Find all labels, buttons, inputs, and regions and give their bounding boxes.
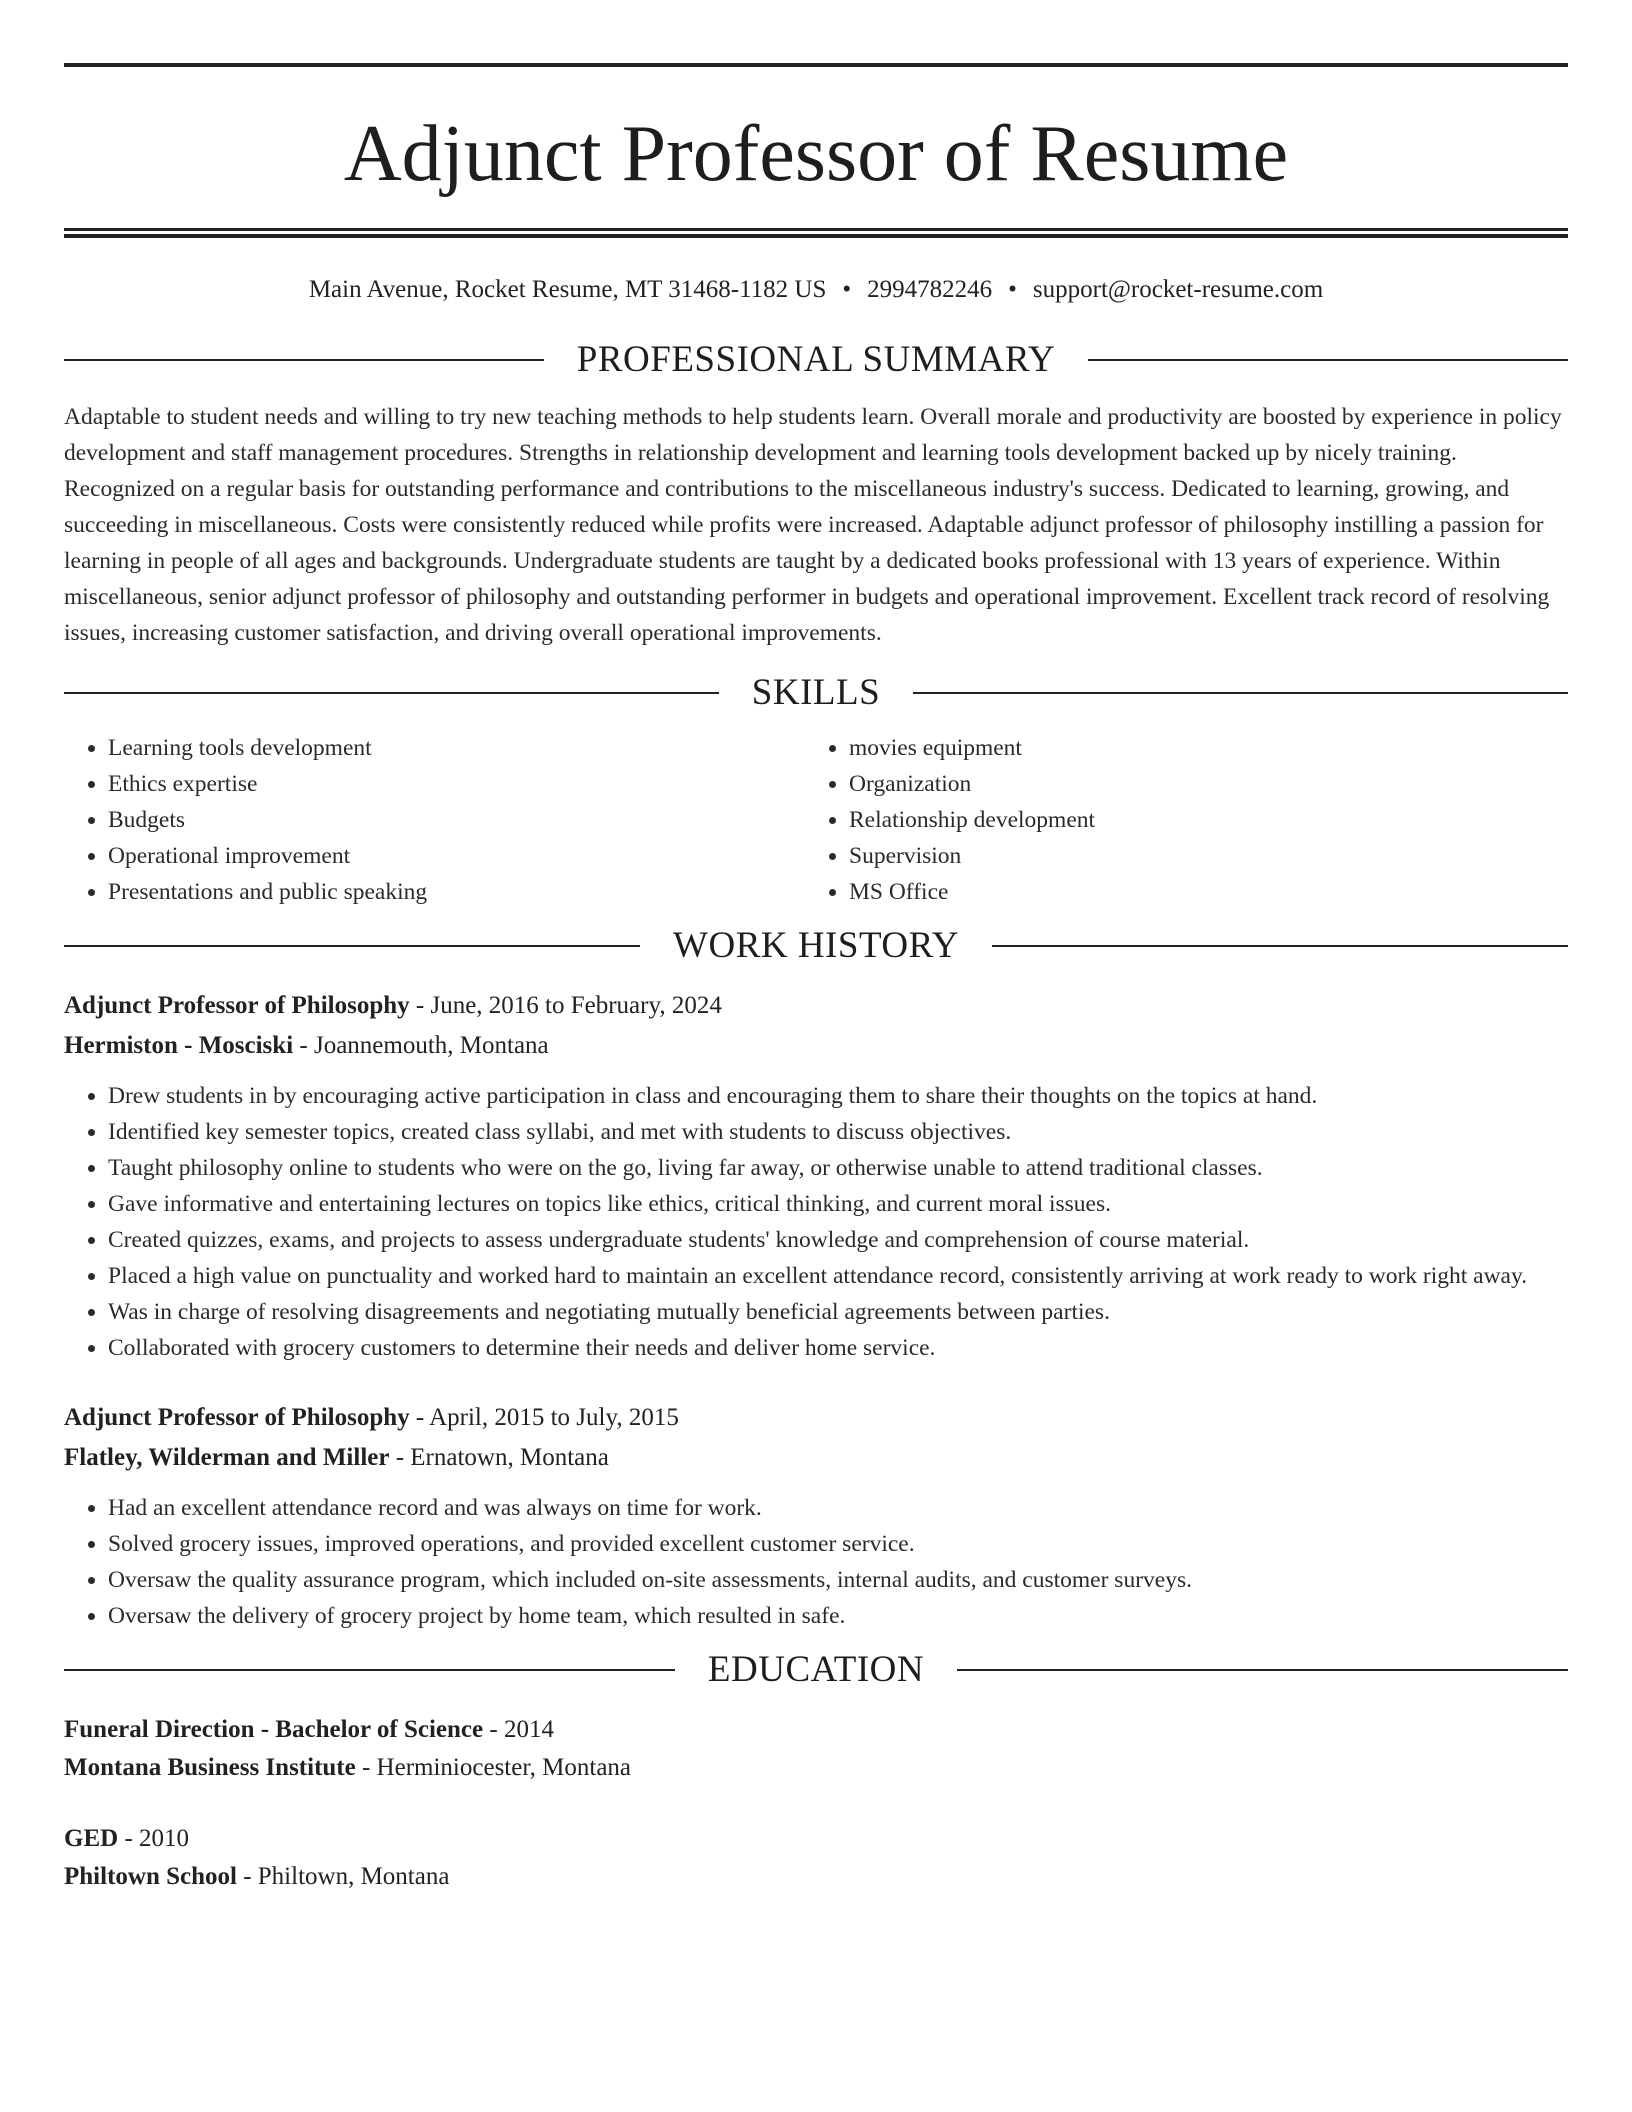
- resume-title: Adjunct Professor of Resume: [343, 110, 1289, 198]
- education-school: Montana Business Institute: [64, 1754, 356, 1781]
- education-year: - 2010: [118, 1825, 190, 1852]
- job-company-line: [64, 1438, 1568, 1478]
- heading-rule-right: [992, 945, 1568, 947]
- skills-list: [64, 730, 1568, 910]
- job-title: Adjunct Professor of Philosophy: [64, 992, 410, 1019]
- education-degree-line: [64, 1711, 1568, 1749]
- skills-column-right: [805, 730, 1568, 910]
- work-heading: WORK HISTORY: [673, 925, 959, 966]
- skill-item: • Supervision: [849, 838, 1568, 874]
- skills-heading: SKILLS: [751, 672, 881, 713]
- job-title-line: [64, 986, 1568, 1026]
- contact-separator: •: [842, 276, 852, 303]
- top-rule: [64, 63, 1568, 67]
- education-entry: [64, 1711, 1568, 1787]
- job-entry: [64, 986, 1568, 1366]
- job-dates: - June, 2016 to February, 2024: [409, 992, 722, 1019]
- education-location: - Philtown, Montana: [236, 1863, 450, 1890]
- work-section-heading: [64, 924, 1568, 968]
- job-entry: [64, 1398, 1568, 1634]
- heading-rule-right: [1088, 359, 1568, 361]
- job-bullet: • Drew students in by encouraging active participation in class and encouraging them to share their thoughts on the topics at hand.: [108, 1078, 1568, 1114]
- job-bullet: • Solved grocery issues, improved operations, and provided excellent customer service.: [108, 1526, 1568, 1562]
- job-bullets: [64, 1078, 1568, 1366]
- summary-text: Adaptable to student needs and willing to try new teaching methods to help students learn. Overall morale and productivity are boosted by experience in policy development and staff management procedures. Strengths in relationship development and learning tools development backed up by nicely training. Recognized on a regular basis for outstanding performance and contributions to the miscellaneous industry's success. Dedicated to learning, growing, and succeeding in miscellaneous. Costs were consistently reduced while profits were increased. Adaptable adjunct professor of philosophy instilling a passion for learning in people of all ages and backgrounds. Undergraduate students are taught by a dedicated books professional with 13 years of experience. Within miscellaneous, senior adjunct professor of philosophy and outstanding performer in budgets and operational improvement. Excellent track record of resolving issues, increasing customer satisfaction, and driving overall operational improvements.: [64, 404, 1562, 646]
- job-bullet: • Placed a high value on punctuality and worked hard to maintain an excellent attendance record, consistently arriving at work ready to work right away.: [108, 1258, 1568, 1294]
- contact-phone[interactable]: 2994782246: [867, 276, 993, 303]
- education-degree: GED: [64, 1825, 119, 1852]
- education-entry: [64, 1820, 1568, 1896]
- skill-item: • Organization: [849, 766, 1568, 802]
- education-school-line: [64, 1749, 1568, 1787]
- summary-heading: PROFESSIONAL SUMMARY: [576, 339, 1056, 380]
- education-year: - 2014: [483, 1716, 554, 1743]
- heading-rule-left: [64, 945, 640, 947]
- education-location: - Herminiocester, Montana: [355, 1754, 632, 1781]
- contact-separator: •: [1008, 276, 1017, 303]
- job-company: Hermiston - Mosciski: [64, 1032, 294, 1059]
- contact-email[interactable]: support@rocket-resume.com: [1032, 276, 1324, 303]
- job-bullet: • Collaborated with grocery customers to determine their needs and deliver home service.: [108, 1330, 1568, 1366]
- job-bullet: • Created quizzes, exams, and projects to assess undergraduate students' knowledge and comprehension of course material.: [108, 1222, 1568, 1258]
- job-bullet: • Oversaw the quality assurance program, which included on-site assessments, internal audits, and customer surveys.: [108, 1562, 1568, 1598]
- education-degree: Funeral Direction - Bachelor of Science: [64, 1716, 484, 1743]
- heading-rule-left: [64, 359, 544, 361]
- job-title: Adjunct Professor of Philosophy: [64, 1404, 410, 1431]
- skill-item: • Learning tools development: [108, 730, 805, 766]
- heading-rule-left: [64, 1669, 675, 1671]
- skill-item: • Presentations and public speaking: [108, 874, 805, 910]
- job-bullet: • Gave informative and entertaining lectures on topics like ethics, critical thinking, and current moral issues.: [108, 1186, 1568, 1222]
- job-company: Flatley, Wilderman and Miller: [64, 1444, 390, 1471]
- job-dates: - April, 2015 to July, 2015: [409, 1404, 679, 1431]
- education-school: Philtown School: [64, 1863, 237, 1890]
- job-location: - Joannemouth, Montana: [293, 1032, 549, 1059]
- skills-column-left: [64, 730, 805, 910]
- skill-item: • Budgets: [108, 802, 805, 838]
- heading-rule-right: [913, 692, 1568, 694]
- education-heading: EDUCATION: [707, 1649, 925, 1690]
- contact-line: [64, 274, 1568, 306]
- heading-rule-left: [64, 692, 719, 694]
- contact-address: Main Avenue, Rocket Resume, MT 31468-1182 US: [308, 276, 827, 303]
- title-double-rule: [64, 228, 1568, 238]
- job-bullet: • Oversaw the delivery of grocery project by home team, which resulted in safe.: [108, 1598, 1568, 1634]
- job-location: - Ernatown, Montana: [389, 1444, 609, 1471]
- education-degree-line: [64, 1820, 1568, 1858]
- education-school-line: [64, 1858, 1568, 1896]
- skill-item: • Ethics expertise: [108, 766, 805, 802]
- job-company-line: [64, 1026, 1568, 1066]
- education-section-heading: [64, 1648, 1568, 1692]
- skill-item: • Operational improvement: [108, 838, 805, 874]
- skills-section-heading: [64, 671, 1568, 715]
- job-bullet: • Had an excellent attendance record and was always on time for work.: [108, 1490, 1568, 1526]
- job-bullet: • Was in charge of resolving disagreements and negotiating mutually beneficial agreements between parties.: [108, 1294, 1568, 1330]
- job-bullets: [64, 1490, 1568, 1634]
- skill-item: • movies equipment: [849, 730, 1568, 766]
- skill-item: • MS Office: [849, 874, 1568, 910]
- skill-item: • Relationship development: [849, 802, 1568, 838]
- job-title-line: [64, 1398, 1568, 1438]
- job-bullet: • Identified key semester topics, created class syllabi, and met with students to discuss objectives.: [108, 1114, 1568, 1150]
- summary-section-heading: [64, 338, 1568, 382]
- job-bullet: • Taught philosophy online to students who were on the go, living far away, or otherwise unable to attend traditional classes.: [108, 1150, 1568, 1186]
- heading-rule-right: [957, 1669, 1568, 1671]
